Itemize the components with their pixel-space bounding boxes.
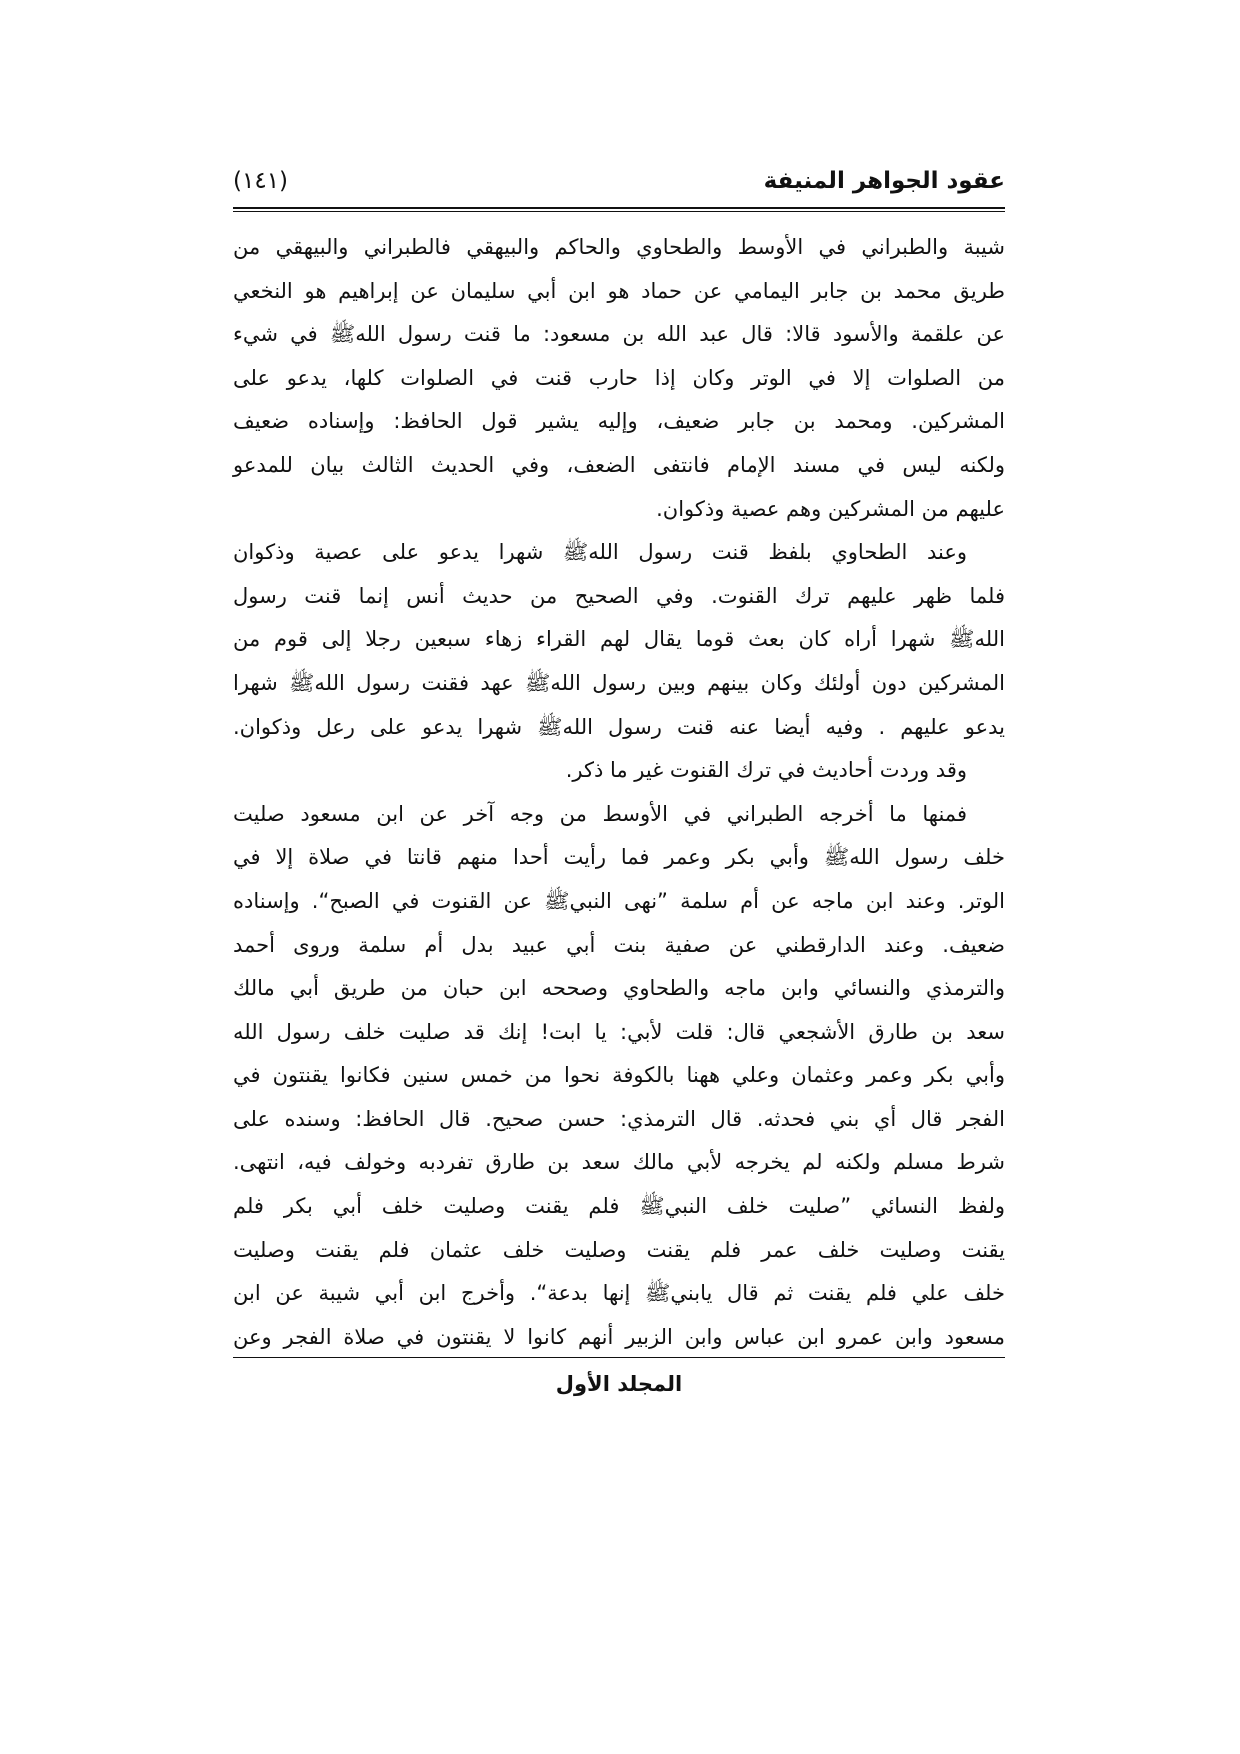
- footer-divider: [233, 1357, 1005, 1358]
- text-line: وعند الطحاوي بلفظ قنت رسول اللهﷺ شهرا يدعو على عصية وذكوان: [233, 540, 967, 565]
- text-line: من الصلوات إلا في الوتر وكان إذا حارب قنت في الصلوات كلها، يدعو على: [233, 365, 1005, 390]
- text-line: خلف علي فلم يقنت ثم قال يابنيﷺ إنها بدعة“. وأخرج ابن أبي شيبة عن ابن: [233, 1281, 1005, 1306]
- text-line: يدعو عليهم . وفيه أيضا عنه قنت رسول اللهﷺ شهرا يدعو على رعل وذكوان.: [233, 714, 1005, 739]
- text-line: مسعود وابن عمرو ابن عباس وابن الزبير أنهم كانوا لا يقنتون في صلاة الفجر وعن: [233, 1324, 1005, 1349]
- text-line: الفجر قال أي بني فحدثه. قال الترمذي: حسن صحيح. قال الحافظ: وسنده على: [233, 1106, 1005, 1131]
- text-line: المشركين. ومحمد بن جابر ضعيف، وإليه يشير قول الحافظ: وإسناده ضعيف: [233, 409, 1005, 434]
- text-line: الوتر. وعند ابن ماجه عن أم سلمة ”نهى النبيﷺ عن القنوت في الصبح“. وإسناده: [233, 888, 1005, 913]
- text-line: شيبة والطبراني في الأوسط والطحاوي والحاكم والبيهقي فالطبراني والبيهقي من: [233, 235, 1005, 259]
- text-line: ولفظ النسائي ”صليت خلف النبيﷺ فلم يقنت وصليت خلف أبي بكر فلم: [233, 1194, 1005, 1219]
- text-line: اللهﷺ شهرا أراه كان بعث قوما يقال لهم القراء زهاء سبعين رجلا إلى قوم من: [233, 627, 1005, 652]
- body-text: [233, 226, 1005, 1359]
- text-line: المشركين دون أولئك وكان بينهم وبين رسول اللهﷺ عهد فقنت رسول اللهﷺ شهرا: [233, 670, 1005, 695]
- text-line: ولكنه ليس في مسند الإمام فانتفى الضعف، وفي الحديث الثالث بيان للمدعو: [233, 452, 1005, 477]
- text-line: وأبي بكر وعمر وعثمان وعلي ههنا بالكوفة نحوا من خمس سنين فكانوا يقنتون في: [233, 1063, 1005, 1088]
- running-header: [233, 168, 1005, 204]
- text-line: فمنها ما أخرجه الطبراني في الأوسط من وجه آخر عن ابن مسعود صليت: [233, 801, 967, 826]
- text-line: شرط مسلم ولكنه لم يخرجه لأبي مالك سعد بن طارق تفردبه وخولف فيه، انتهى.: [233, 1150, 1005, 1175]
- book-title: عقود الجواهر المنيفة: [763, 168, 1005, 194]
- text-line: عليهم من المشركين وهم عصية وذكوان.: [656, 496, 1005, 521]
- text-line: فلما ظهر عليهم ترك القنوت. وفي الصحيح من حديث أنس إنما قنت رسول: [233, 583, 1005, 608]
- text-line: وقد وردت أحاديث في ترك القنوت غير ما ذكر.: [565, 758, 967, 783]
- volume-label: المجلد الأول: [555, 1372, 683, 1396]
- text-line: عن علقمة والأسود قالا: قال عبد الله بن مسعود: ما قنت رسول اللهﷺ في شيء: [233, 322, 1005, 347]
- text-line: والترمذي والنسائي وابن ماجه والطحاوي وصححه ابن حبان من طريق أبي مالك: [233, 976, 1005, 1001]
- text-line: سعد بن طارق الأشجعي قال: قلت لأبي: يا ابت! إنك قد صليت خلف رسول الله: [233, 1019, 1005, 1044]
- text-line: ضعيف. وعند الدارقطني عن صفية بنت أبي عبيد بدل أم سلمة وروى أحمد: [233, 932, 1005, 957]
- text-line: طريق محمد بن جابر اليمامي عن حماد هو ابن أبي سليمان عن إبراهيم هو النخعي: [233, 278, 1005, 303]
- text-line: خلف رسول اللهﷺ وأبي بكر وعمر فما رأيت أحدا منهم قانتا في صلاة إلا في: [233, 845, 1005, 870]
- page-number: (١٤١): [233, 168, 289, 194]
- header-divider: [233, 207, 1005, 212]
- text-line: يقنت وصليت خلف عمر فلم يقنت وصليت خلف عثمان فلم يقنت وصليت: [233, 1237, 1005, 1262]
